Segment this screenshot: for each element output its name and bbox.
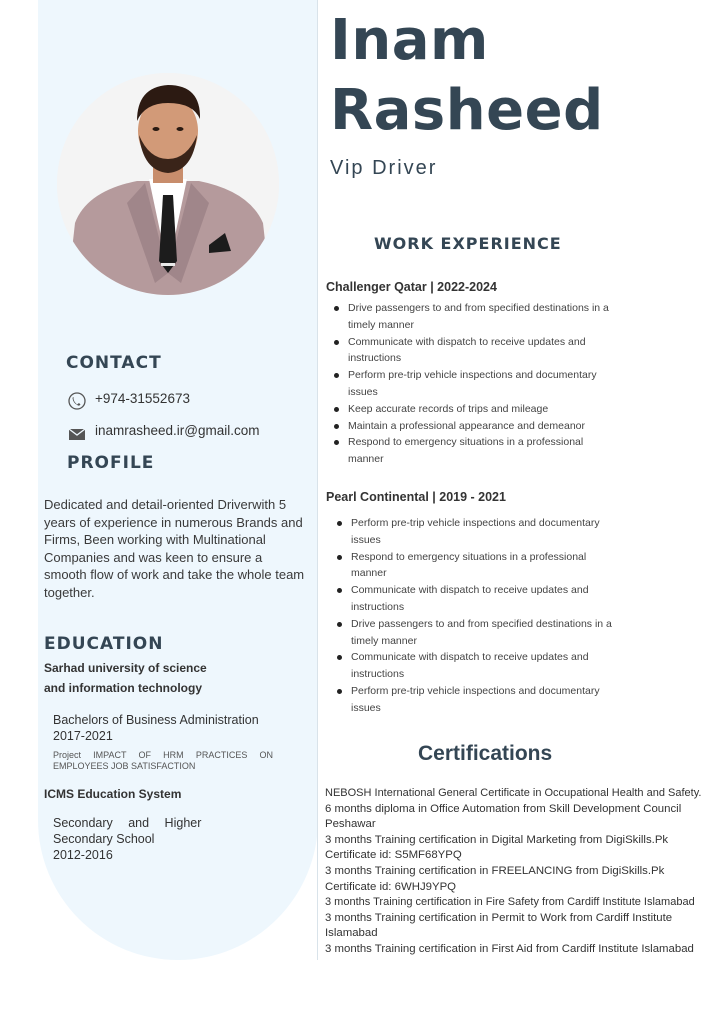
job-title: Vip Driver [330, 157, 438, 179]
duty-item: Perform pre-trip vehicle inspections and documentary issues [333, 683, 613, 717]
certification-line: 3 months Training certification in Permit to Work from Cardiff Institute Islamabad [325, 911, 673, 940]
job-2-duties [333, 515, 613, 717]
education-title: EDUCATION [44, 634, 164, 654]
email-address[interactable]: inamrasheed.ir@gmail.com [95, 422, 260, 438]
phone-number[interactable]: +974-31552673 [95, 390, 190, 406]
duty-item: Perform pre-trip vehicle inspections and documentary issues [330, 367, 610, 401]
certification-line: 3 months Training certification in Fire Safety from Cardiff Institute Islamabad [325, 896, 695, 909]
education-school-1 [44, 658, 304, 698]
school-1-years: 2017-2021 [53, 729, 113, 743]
duty-item: Communicate with dispatch to receive updates and instructions [333, 582, 613, 616]
school-1-project: Project IMPACT OF HRM PRACTICES ON EMPLOYEES JOB SATISFACTION [53, 750, 273, 771]
certifications-title: Certifications [418, 742, 553, 765]
contact-title: CONTACT [66, 353, 162, 373]
duty-item: Perform pre-trip vehicle inspections and documentary issues [333, 515, 613, 549]
duty-item: Communicate with dispatch to receive updates and instructions [330, 334, 610, 368]
contact-phone-row [67, 385, 190, 411]
job-1-duties [330, 300, 610, 468]
certification-line: NEBOSH International General Certificate in Occupational Health and Safety. [325, 787, 702, 799]
first-name: Inam [330, 8, 489, 73]
email-icon [67, 423, 87, 443]
school-2-degree-line-2: Secondary School [53, 832, 155, 846]
education-degree-1 [53, 712, 313, 744]
duty-item: Drive passengers to and from specified destinations in a timely manner [333, 616, 613, 650]
school-1-name-line-1: Sarhad university of science [44, 661, 207, 675]
duty-item: Respond to emergency situations in a professional manner [330, 434, 610, 468]
school-2-degree-line-1: Secondary and Higher [53, 816, 202, 830]
certification-line: Certificate id: 6WHJ9YPQ [325, 880, 457, 893]
column-divider [317, 0, 318, 960]
duty-item: Communicate with dispatch to receive updates and instructions [333, 649, 613, 683]
profile-summary: Dedicated and detail-oriented Driverwith 5 years of experience in numerous Brands and Firms, Been working with Multinational Companies and was keen to ensure a smooth flow of work and take the whole team together. [44, 497, 305, 600]
profile-photo [57, 73, 279, 295]
job-1-heading: Challenger Qatar | 2022-2024 [326, 280, 497, 294]
duty-item: Respond to emergency situations in a professional manner [333, 549, 613, 583]
certification-line: 6 months diploma in Office Automation from Skill Development Council Peshawar [325, 802, 682, 831]
certification-line: Certificate id: S5MF68YPQ [325, 849, 462, 862]
profile-title: PROFILE [67, 453, 155, 473]
duty-item: Drive passengers to and from specified destinations in a timely manner [330, 300, 610, 334]
school-2-years: 2012-2016 [53, 848, 113, 862]
phone-icon [67, 391, 87, 411]
school-1-name-line-2: and information technology [44, 681, 202, 695]
certifications-list [325, 786, 717, 958]
education-degree-2 [53, 815, 313, 863]
certification-line: 3 months Training certification in First Aid from Cardiff Institute Islamabad [325, 942, 694, 955]
last-name: Rasheed [330, 78, 604, 143]
job-2-heading: Pearl Continental | 2019 - 2021 [326, 490, 506, 504]
school-1-degree: Bachelors of Business Administration [53, 713, 259, 727]
certification-line: 3 months Training certification in FREELANCING from DigiSkills.Pk [325, 864, 665, 877]
work-experience-title: WORK EXPERIENCE [374, 234, 562, 253]
portrait-illustration [57, 73, 279, 295]
school-2-name: ICMS Education System [44, 787, 182, 801]
certification-line: 3 months Training certification in Digital Marketing from DigiSkills.Pk [325, 833, 669, 846]
contact-email-row [67, 417, 260, 443]
duty-item: Maintain a professional appearance and demeanor [330, 418, 610, 435]
duty-item: Keep accurate records of trips and mileage [330, 401, 610, 418]
